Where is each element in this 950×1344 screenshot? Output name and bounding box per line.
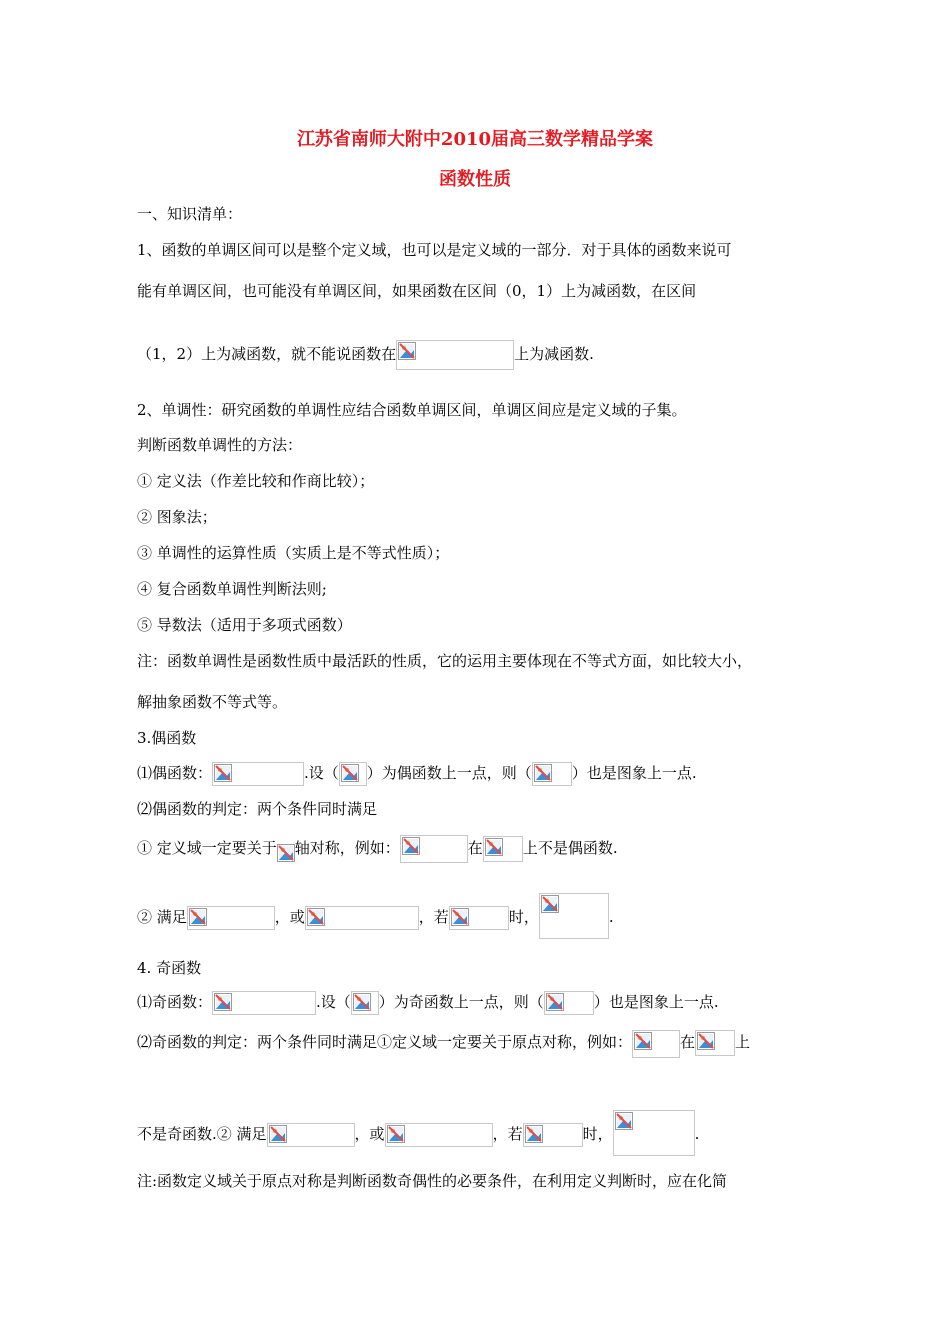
text-span: ）也是图象上一点.: [593, 993, 719, 1011]
broken-image-icon: [546, 993, 564, 1011]
list-item: ① 定义法（作差比较和作商比较）；: [137, 472, 375, 490]
paragraph-line: [137, 340, 594, 364]
text-span: .: [608, 908, 614, 926]
formula-image: [351, 991, 379, 1015]
broken-image-icon: [541, 895, 559, 913]
text-span: ）为奇函数上一点，则（: [378, 993, 544, 1011]
text-span: ② 满足: [137, 908, 187, 926]
formula-image: [449, 906, 509, 930]
broken-image-icon: [634, 1032, 652, 1050]
text-span: ⑴奇函数：: [137, 993, 213, 1011]
text-span: ，若: [492, 1125, 523, 1143]
broken-image-icon: [214, 993, 232, 1011]
formula-image: [695, 1030, 735, 1056]
broken-image-icon: [307, 908, 325, 926]
broken-image-icon: [353, 993, 371, 1011]
broken-image-icon: [534, 764, 552, 782]
paragraph-line: [137, 905, 614, 929]
paragraph-line: 注：函数单调性是函数性质中最活跃的性质，它的运用主要体现在不等式方面，如比较大小，: [137, 652, 753, 670]
paragraph-line: [137, 990, 719, 1014]
text-span: ）为偶函数上一点，则（: [366, 764, 532, 782]
text-span: 上为减函数.: [514, 345, 594, 363]
paragraph-line: 2、单调性：研究函数的单调性应结合函数单调区间，单调区间应是定义域的子集。: [137, 401, 687, 419]
text-span: .设（: [304, 764, 339, 782]
broken-image-icon: [387, 1125, 405, 1143]
text-span: 不是奇函数.② 满足: [137, 1125, 267, 1143]
broken-image-icon: [269, 1125, 287, 1143]
formula-image: [305, 906, 419, 930]
list-item: ② 图象法；: [137, 508, 217, 526]
text-span: 时，: [508, 908, 539, 926]
paragraph-line: 能有单调区间，也可能没有单调区间，如果函数在区间（0，1）上为减函数，在区间: [137, 282, 697, 300]
paragraph-line: ⑵偶函数的判定：两个条件同时满足: [137, 800, 378, 818]
text-span: 在: [680, 1033, 696, 1051]
text-span: ⑴偶函数：: [137, 764, 213, 782]
doc-title: 江苏省南师大附中2010届高三数学精品学案: [296, 129, 654, 150]
broken-image-icon: [525, 1125, 543, 1143]
formula-image: [277, 836, 295, 862]
formula-image: [385, 1123, 493, 1147]
text-span: .设（: [316, 993, 351, 1011]
broken-image-icon: [398, 342, 416, 360]
text-span: （1，2）上为减函数，就不能说函数在: [137, 345, 397, 363]
paragraph-line: [137, 1030, 750, 1054]
doc-subtitle: 函数性质: [439, 169, 511, 190]
text-span: ）也是图象上一点.: [571, 764, 697, 782]
formula-image: [396, 340, 514, 370]
paragraph-line: [137, 835, 618, 859]
list-item: ⑤ 导数法（适用于多项式函数）: [137, 616, 352, 634]
broken-image-icon: [189, 908, 207, 926]
paragraph-line: 判断函数单调性的方法：: [137, 436, 303, 454]
formula-image: [613, 1110, 695, 1156]
section-heading: 4. 奇函数: [137, 959, 202, 977]
text-span: ① 定义域一定要关于: [137, 839, 277, 857]
formula-image: [544, 991, 594, 1015]
text-span: 上不是偶函数.: [522, 839, 618, 857]
list-item: ④ 复合函数单调性判断法则;: [137, 580, 327, 598]
paragraph-line: 解抽象函数不等式等。: [137, 693, 288, 711]
text-span: ，若: [418, 908, 449, 926]
paragraph-line: [137, 1122, 699, 1146]
broken-image-icon: [214, 764, 232, 782]
broken-image-icon: [697, 1032, 715, 1050]
broken-image-icon: [341, 764, 359, 782]
paragraph-line: 注:函数定义域关于原点对称是判断函数奇偶性的必要条件，在利用定义判断时，应在化简: [137, 1172, 728, 1190]
formula-image: [523, 1123, 583, 1147]
paragraph-line: [137, 761, 697, 785]
text-span: 轴对称，例如：: [294, 839, 400, 857]
section-heading: 一、知识清单：: [137, 205, 243, 223]
text-span: 上: [735, 1033, 751, 1051]
formula-image: [532, 762, 572, 786]
text-span: .: [694, 1125, 700, 1143]
formula-image: [483, 836, 523, 862]
broken-image-icon: [485, 838, 503, 856]
formula-image: [212, 991, 316, 1015]
formula-image: [632, 1030, 680, 1058]
paragraph-line: 1、函数的单调区间可以是整个定义域，也可以是定义域的一部分．对于具体的函数来说可: [137, 241, 732, 259]
text-span: ⑵奇函数的判定：两个条件同时满足①定义域一定要关于原点对称，例如：: [137, 1033, 633, 1051]
list-item: ③ 单调性的运算性质（实质上是不等式性质）；: [137, 544, 450, 562]
text-span: ，或: [354, 1125, 385, 1143]
broken-image-icon: [451, 908, 469, 926]
formula-image: [400, 835, 468, 863]
text-span: ，或: [274, 908, 305, 926]
formula-image: [187, 906, 275, 930]
formula-image: [212, 762, 304, 786]
section-heading: 3.偶函数: [137, 729, 197, 747]
broken-image-icon: [277, 844, 295, 862]
formula-image: [267, 1123, 355, 1147]
formula-image: [539, 893, 609, 939]
formula-image: [339, 762, 367, 786]
broken-image-icon: [615, 1112, 633, 1130]
broken-image-icon: [402, 837, 420, 855]
text-span: 在: [467, 839, 483, 857]
text-span: 时，: [582, 1125, 613, 1143]
